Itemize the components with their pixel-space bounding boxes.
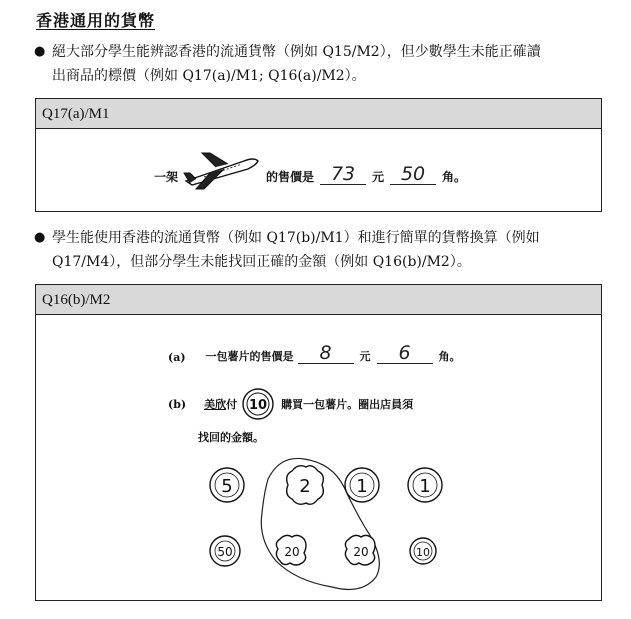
airplane-icon xyxy=(182,147,262,191)
coin-10-cent-value: 10 xyxy=(416,546,430,559)
bullet-dot: ● xyxy=(34,44,46,59)
ten-dollar-coin-value: 10 xyxy=(249,398,268,413)
coin-20-cent-a-value: 20 xyxy=(284,545,300,559)
bullet-1-line-1: 絕大部分學生能辨認香港的流通貨幣（例如 Q15/M2），但少數學生未能正確讀 xyxy=(52,44,541,60)
coin-5-dollar xyxy=(210,468,244,502)
example-box-q16b xyxy=(35,284,602,601)
coin-2-dollar xyxy=(287,466,324,505)
example-box-q17a xyxy=(35,98,602,212)
part-b-rest: 購買一包薯片。圈出店員須 xyxy=(281,398,414,411)
bullet-1 xyxy=(34,40,609,88)
bullet-2 xyxy=(34,226,609,274)
part-b-sentence xyxy=(168,387,413,421)
unit-dollar: 元 xyxy=(372,170,385,184)
coin-20-cent-b xyxy=(345,535,375,565)
part-a-unit-cent: 角。 xyxy=(438,350,461,363)
answer-dollars: 73 xyxy=(320,164,366,185)
part-a-sentence xyxy=(168,343,467,364)
sentence-prefix: 一架 xyxy=(154,170,179,184)
example-box-header: Q16(b)/M2 xyxy=(36,285,601,315)
coin-2-dollar-value: 2 xyxy=(299,476,311,497)
coin-50-cent xyxy=(210,536,240,566)
ten-dollar-coin-icon xyxy=(241,387,275,421)
bullet-2-line-1: 學生能使用香港的流通貨幣（例如 Q17(b)/M1）和進行簡單的貨幣換算（例如 xyxy=(52,230,540,246)
coin-1-dollar-a-value: 1 xyxy=(356,476,368,497)
coin-20-cent-b-value: 20 xyxy=(353,545,369,559)
coin-10-cent xyxy=(410,538,436,564)
coins-area xyxy=(36,449,601,599)
coin-1-dollar-b-value: 1 xyxy=(419,476,431,497)
part-b-pay: 付 xyxy=(226,398,238,411)
coin-5-dollar-value: 5 xyxy=(221,476,233,497)
part-b-line-2: 找回的金額。 xyxy=(198,431,264,444)
answer-cents: 50 xyxy=(390,164,436,185)
airplane-price-sentence xyxy=(154,147,472,185)
part-a-cents: 6 xyxy=(377,343,433,364)
part-a-dollars: 8 xyxy=(298,343,354,364)
coin-1-dollar-a xyxy=(345,468,379,502)
example-box-header: Q17(a)/M1 xyxy=(36,99,601,129)
part-a-text: 一包薯片的售價是 xyxy=(205,350,294,363)
part-a-unit-dollar: 元 xyxy=(359,350,371,363)
unit-cent: 角。 xyxy=(442,170,467,184)
bullet-dot: ● xyxy=(34,230,46,245)
coin-20-cent-a xyxy=(276,535,306,565)
bullet-1-line-2: 出商品的標價（例如 Q17(a)/M1; Q16(a)/M2）。 xyxy=(52,68,366,84)
part-b-name: 美欣 xyxy=(204,398,227,411)
part-a-label: (a) xyxy=(168,351,186,364)
coin-50-cent-value: 50 xyxy=(217,545,233,559)
coin-1-dollar-b xyxy=(408,468,442,502)
bullet-2-line-2: Q17/M4），但部分學生未能找回正確的金額（例如 Q16(b)/M2）。 xyxy=(52,254,471,270)
sentence-mid: 的售價是 xyxy=(266,170,315,184)
part-b-label: (b) xyxy=(168,397,187,411)
page-title: 香港通用的貨幣 xyxy=(36,11,156,30)
